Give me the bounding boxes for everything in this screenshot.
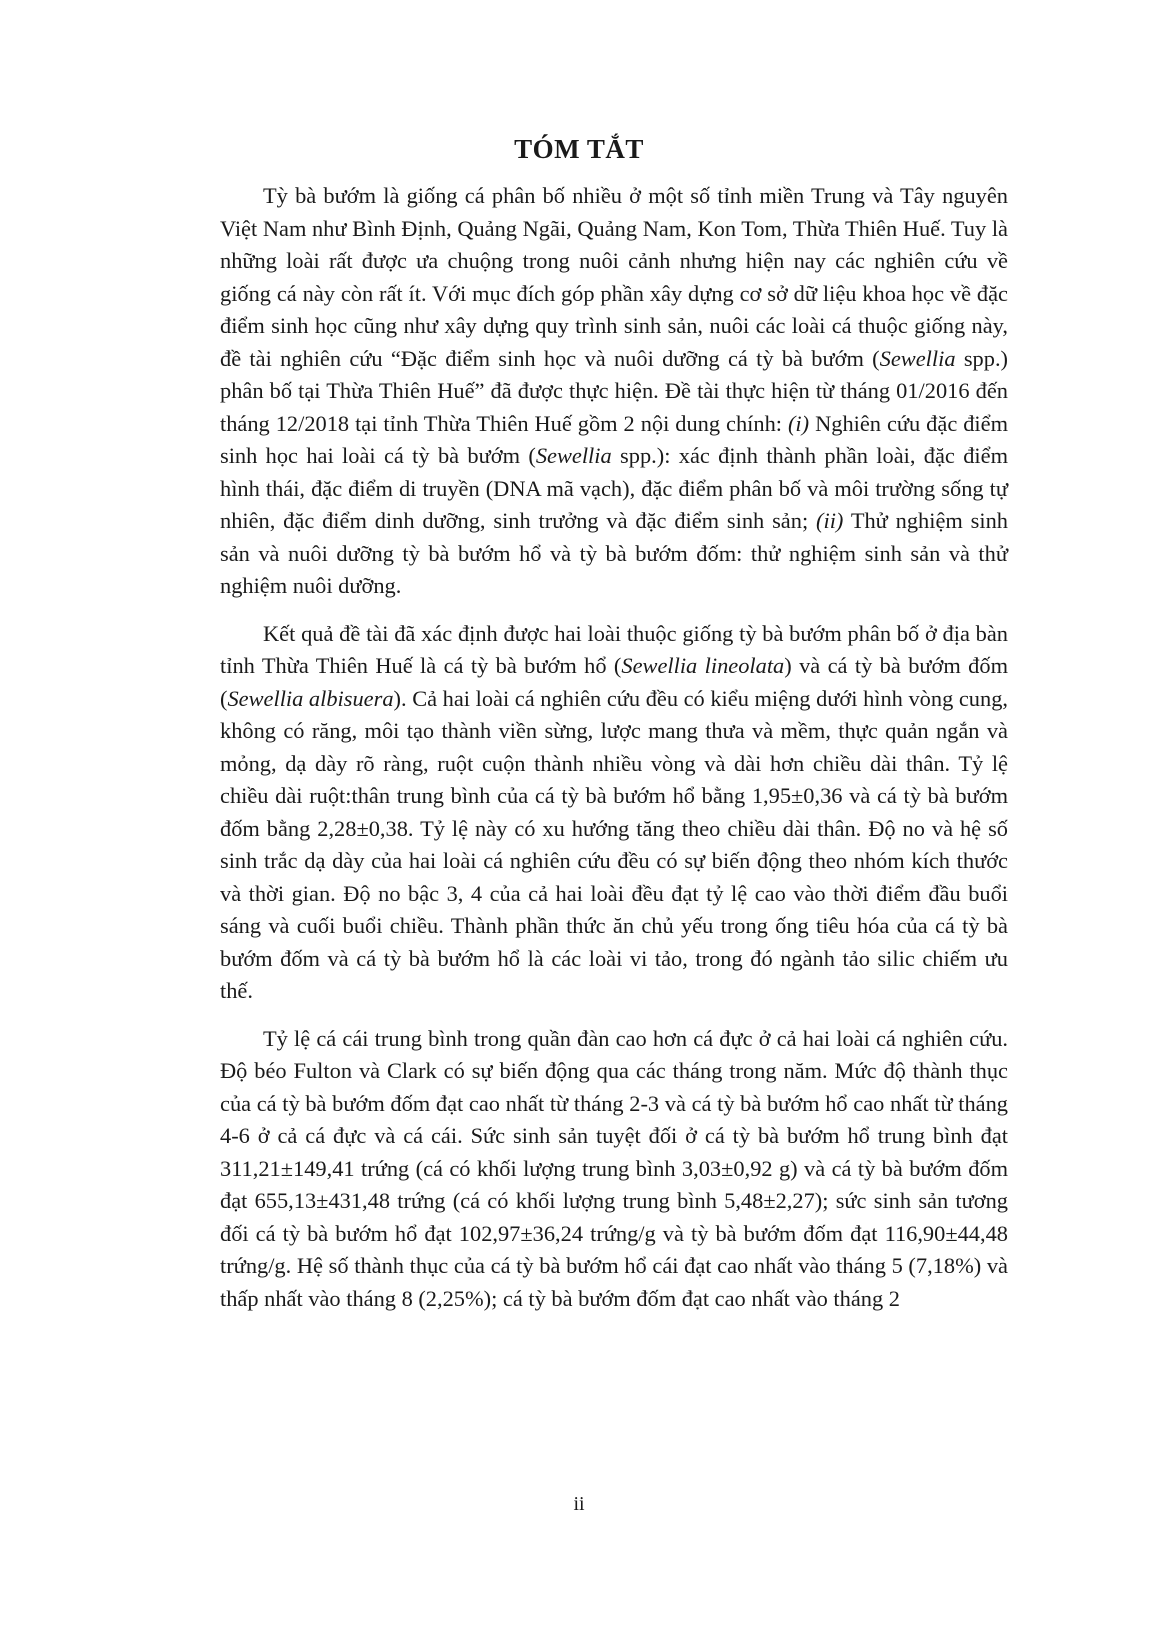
text-run: spp.) phân bố tại Thừa Thiên Huế” đã được thực hiện. Đề tài thực hiện từ tháng 01/2016 đến tháng 12/2018 tại tỉnh Thừa Thiên Huế gồm 2 nội dung chính:: [220, 345, 1008, 436]
text-run: ). Cả hai loài cá nghiên cứu đều có kiểu miệng dưới hình vòng cung, không có răng, môi tạo thành viền sừng, lược mang thưa và mềm, thực quản ngắn và mỏng, dạ dày rõ ràng, ruột cuộn thành nhiều vòng và dài hơn chiều dài thân. Tỷ lệ chiều dài ruột:thân trung bình của cá tỳ bà bướm hổ bằng 1,95±0,36 và cá tỳ bà bướm đốm bằng 2,28±0,38. Tỷ lệ này có xu hướng tăng theo chiều dài thân. Độ no và hệ số sinh trắc dạ dày của hai loài cá nghiên cứu đều có sự biến động theo nhóm kích thước và thời gian. Độ no bậc 3, 4 của cả hai loài đều đạt tỷ lệ cao vào thời điểm đầu buổi sáng và cuối buổi chiều. Thành phần thức ăn chủ yếu trong ống tiêu hóa của cá tỳ bà bướm đốm và cá tỳ bà bướm hổ là các loài vi tảo, trong đó ngành tảo silic chiếm ưu thế.: [220, 685, 1008, 1003]
paragraph: [220, 1023, 1008, 1316]
italic-text: (i): [787, 410, 810, 436]
paragraph: [220, 180, 1008, 603]
abstract-body: [220, 180, 1008, 1315]
italic-text: Sewellia: [879, 345, 956, 371]
italic-text: Sewellia lineolata: [621, 653, 785, 678]
text-run: ) và cá tỳ bà bướm đốm (: [220, 653, 1008, 711]
text-run: Thử nghiệm sinh sản và nuôi dưỡng tỳ bà bướm hổ và tỳ bà bướm đốm: thử nghiệm sinh sản và thử nghiệm nuôi dưỡng.: [220, 508, 1008, 598]
page-title: TÓM TẮT: [514, 134, 644, 164]
italic-text: Sewellia: [535, 443, 612, 468]
page-number: ii: [573, 1493, 585, 1515]
italic-text: (ii): [816, 508, 844, 533]
text-run: Nghiên cứu đặc điểm sinh học hai loài cá tỳ bà bướm (: [220, 410, 1008, 468]
paragraph: [220, 618, 1008, 1008]
text-run: Tỳ bà bướm là giống cá phân bố nhiều ở một số tỉnh miền Trung và Tây nguyên Việt Nam như Bình Định, Quảng Ngãi, Quảng Nam, Kon Tom, Thừa Thiên Huế. Tuy là những loài rất được ưa chuộng trong nuôi cảnh nhưng hiện nay các nghiên cứu về giống cá này còn rất ít. Với mục đích góp phần xây dựng cơ sở dữ liệu khoa học về đặc điểm sinh học cũng như xây dựng quy trình sinh sản, nuôi các loài cá thuộc giống này, đề tài nghiên cứu “Đặc điểm sinh học và nuôi dưỡng cá tỳ bà bướm (: [220, 183, 1008, 371]
text-run: Tỷ lệ cá cái trung bình trong quần đàn cao hơn cá đực ở cả hai loài cá nghiên cứu. Độ béo Fulton và Clark có sự biến động qua các tháng trong năm. Mức độ thành thục của cá tỳ bà bướm đốm đạt cao nhất từ tháng 2-3 và cá tỳ bà bướm hổ cao nhất từ tháng 4-6 ở cả cá đực và cá cái. Sức sinh sản tuyệt đối ở cá tỳ bà bướm hổ trung bình đạt 311,21±149,41 trứng (cá có khối lượng trung bình 3,03±0,92 g) và cá tỳ bà bướm đốm đạt 655,13±431,48 trứng (cá có khối lượng trung bình 5,48±2,27); sức sinh sản tương đối cá tỳ bà bướm hổ đạt 102,97±36,24 trứng/g và tỳ bà bướm đốm đạt 116,90±44,48 trứng/g. Hệ số thành thục của cá tỳ bà bướm hổ cái đạt cao nhất vào tháng 5 (7,18%) và thấp nhất vào tháng 8 (2,25%); cá tỳ bà bướm đốm đạt cao nhất vào tháng 2: [220, 1025, 1008, 1311]
text-run: spp.): xác định thành phần loài, đặc điểm hình thái, đặc điểm di truyền (DNA mã vạch), đặc điểm phân bố và môi trường sống tự nhiên, đặc điểm dinh dưỡng, sinh trưởng và đặc điểm sinh sản;: [220, 443, 1008, 533]
italic-text: Sewellia albisuera: [227, 685, 394, 711]
text-run: Kết quả đề tài đã xác định được hai loài thuộc giống tỳ bà bướm phân bố ở địa bàn tỉnh Thừa Thiên Huế là cá tỳ bà bướm hổ (: [220, 620, 1008, 678]
